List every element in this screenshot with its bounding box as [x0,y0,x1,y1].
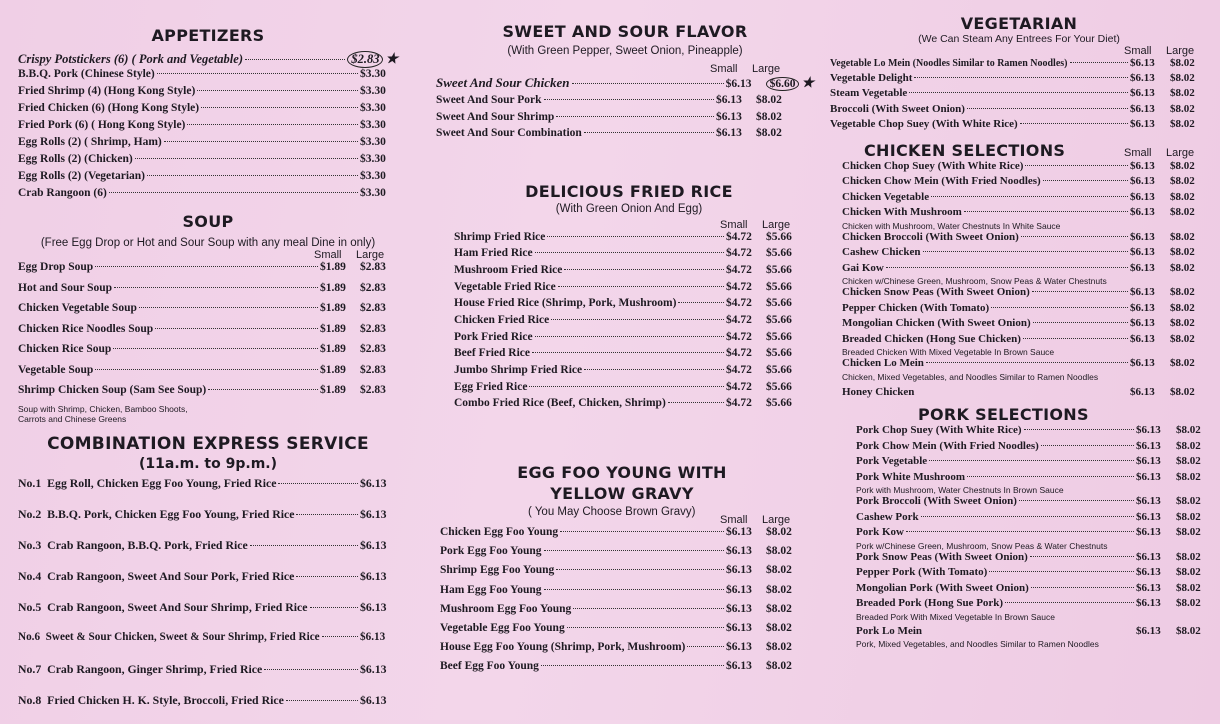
item-note: Chicken w/Chinese Green, Mushroom, Snow Peas & Water Chestnuts [842,276,1107,287]
item-price-small: $6.13 [1136,470,1161,483]
menu-column-middle [436,22,814,680]
menu-item: Mushroom Fried Rice $4.72 $5.66 [454,264,804,281]
appetizers-section [18,26,398,204]
item-price-large: $8.02 [1170,87,1195,100]
menu-item: Chicken Egg Foo Young $6.13 $8.02 [440,526,804,545]
size-header: Small Large [1124,146,1195,159]
item-price-large: $8.02 [1170,57,1195,69]
item-price-small: $6.13 [726,545,752,558]
chicken-header [842,141,1208,160]
item-price: $6.13 [360,599,387,614]
combo-item: No.7 Crab Rangoon, Ginger Shrimp, Fried Rice $6.13 [18,662,398,693]
combo-subtitle: (11a.m. to 9p.m.) [139,455,277,472]
combo-item: No.2 B.B.Q. Pork, Chicken Egg Foo Young, Fried Rice $6.13 [18,507,398,538]
item-price-large: $5.66 [766,364,792,376]
item-price: $6.13 [360,537,387,552]
item-price-small: $4.72 [726,330,752,343]
item-price-large: $8.02 [1176,455,1201,468]
item-price-large: $8.02 [1170,206,1195,219]
item-price-large: $8.02 [1176,550,1201,563]
item-price-large: $8.02 [1170,286,1195,299]
menu-item: Pork Fried Rice $4.72 $5.66 [454,331,804,348]
menu-item: Chicken Chow Mein (With Fried Noodles) $6.13 $8.02 [842,175,1208,191]
menu-item: Chicken Rice Soup $1.89 $2.83 [18,343,398,364]
menu-item: Beef Fried Rice $4.72 $5.66 [454,347,804,364]
item-price: $6.13 [360,568,387,583]
item-price-small: $4.72 [726,230,752,243]
egg-foo-young-title: EGG FOO YOUNG WITH YELLOW GRAVY [517,463,727,504]
item-price-small: $6.13 [1136,455,1161,468]
item-note: Breaded Pork With Mixed Vegetable In Brown Sauce [856,611,1055,622]
menu-item: Sweet And Sour Pork $6.13 $8.02 [436,94,814,111]
item-price-large: $8.02 [1170,385,1195,398]
item-price: $3.30 [360,170,386,182]
combo-title: COMBINATION EXPRESS SERVICE [47,433,369,454]
menu-item: House Fried Rice (Shrimp, Pork, Mushroom) $4.72 $5.66 [454,297,804,314]
sweet-sour-section [436,22,814,144]
item-price-large: $5.66 [766,397,792,410]
item-price-large: $8.02 [1170,246,1195,259]
item-price: $3.30 [360,136,386,148]
item-price-small: $6.13 [726,660,752,673]
item-price-large: $2.83 [360,302,386,314]
star-icon: ★ [801,76,814,91]
item-price-small: $4.72 [726,364,752,376]
size-header: Small Large [314,249,385,261]
item-price-large: $8.02 [1170,301,1195,314]
item-price-large: $8.02 [766,602,792,615]
menu-item: Mongolian Pork (With Sweet Onion) $6.13 $8.02 [856,582,1214,598]
menu-item: Chicken Vegetable $6.13 $8.02 [842,191,1208,207]
item-price-large: $8.02 [756,127,782,139]
menu-item: Chicken Lo Mein $6.13 $8.02 [842,357,1208,373]
item-price-small: $4.72 [726,297,752,310]
menu-item: Pork Broccoli (With Sweet Onion) $6.13 $8.02 [856,495,1214,511]
item-price-small: $6.13 [1136,566,1161,579]
menu-item: Honey Chicken $6.13 $8.02 [842,386,1208,402]
soup-subtitle: (Free Egg Drop or Hot and Sour Soup with any meal Dine in only) [40,237,376,249]
item-price-small: $6.13 [1130,175,1155,188]
item-price-small: $6.13 [725,78,752,90]
item-price-large: $8.02 [1170,230,1195,243]
menu-item: Fried Chicken (6) (Hong Kong Style) $3.30 [18,102,398,119]
menu-item: Chicken Fried Rice $4.72 $5.66 [454,314,804,331]
soup-title: SOUP [182,212,234,231]
item-price-large: $8.02 [766,583,792,596]
menu-item: Broccoli (With Sweet Onion) $6.13 $8.02 [830,103,1208,118]
menu-item: Pork Chop Suey (With White Rice) $6.13 $8.02 [856,424,1214,440]
item-price: $2.83 [347,51,383,68]
item-price: $3.30 [360,187,386,199]
item-price-small: $6.13 [1136,597,1161,610]
menu-item: Pork White Mushroom $6.13 $8.02 [856,471,1214,487]
item-price-small: $6.13 [1130,102,1155,115]
menu-item: Combo Fried Rice (Beef, Chicken, Shrimp) $4.72 $5.66 [454,397,804,414]
menu-item: Chicken Snow Peas (With Sweet Onion) $6.13 $8.02 [842,286,1208,302]
combo-item: No.3 Crab Rangoon, B.B.Q. Pork, Fried Rice $6.13 [18,538,398,569]
item-price-small: $4.72 [726,380,752,393]
menu-item: Ham Egg Foo Young $6.13 $8.02 [440,584,804,603]
menu-item: Egg Fried Rice $4.72 $5.66 [454,381,804,398]
size-header: Small Large [720,514,791,527]
item-price: $6.13 [360,506,387,521]
item-price-large: $8.02 [756,94,782,106]
item-price-small: $4.72 [726,313,752,326]
item-price-small: $4.72 [726,280,752,293]
menu-item: House Egg Foo Young (Shrimp, Pork, Mushroom) $6.13 $8.02 [440,641,804,660]
menu-item: Vegetable Fried Rice $4.72 $5.66 [454,281,804,298]
menu-item: Crab Rangoon (6) $3.30 [18,187,398,204]
item-price-large: $5.66 [766,230,792,243]
item-price-small: $4.72 [726,247,752,260]
menu-item: Pepper Chicken (With Tomato) $6.13 $8.02 [842,302,1208,318]
menu-item: Breaded Chicken (Hong Sue Chicken) $6.13 $8.02 [842,333,1208,349]
item-price-small: $6.13 [1130,385,1155,398]
item-price-small: $1.89 [320,261,346,273]
menu-item: Chicken Chop Suey (With White Rice) $6.13 $8.02 [842,160,1208,176]
menu-item: Jumbo Shrimp Fried Rice $4.72 $5.66 [454,364,804,381]
item-price-small: $6.13 [716,127,742,139]
menu-item: Sweet And Sour Shrimp $6.13 $8.02 [436,111,814,128]
item-price-small: $6.13 [726,641,752,654]
item-price-small: $6.13 [1130,286,1155,299]
item-price-large: $8.02 [1176,495,1201,508]
menu-item: Vegetable Soup $1.89 $2.83 [18,364,398,385]
item-price-large: $5.66 [766,380,792,393]
menu-item: Egg Rolls (2) (Chicken) $3.30 [18,153,398,170]
menu-item: Pork Kow $6.13 $8.02 [856,526,1214,542]
item-price-small: $1.89 [320,363,346,376]
item-note: Soup with Shrimp, Chicken, Bamboo Shoots, Carrots and Chinese Greens [18,403,188,424]
item-price-large: $5.66 [766,280,792,293]
menu-item: Mongolian Chicken (With Sweet Onion) $6.13 $8.02 [842,317,1208,333]
menu-item: Chicken With Mushroom $6.13 $8.02 [842,206,1208,222]
item-note: Chicken with Mushroom, Water Chestnuts In White Sauce [842,220,1061,231]
item-price-large: $8.02 [1170,190,1195,203]
item-price-small: $4.72 [726,397,752,410]
item-price: $3.30 [360,68,386,80]
item-price-small: $4.72 [726,263,752,276]
item-price-large: $2.83 [360,343,386,355]
menu-item: Hot and Sour Soup $1.89 $2.83 [18,282,398,303]
menu-item: Breaded Pork (Hong Sue Pork) $6.13 $8.02 [856,597,1214,613]
item-price-large: $8.02 [1170,261,1195,274]
item-price-large: $8.02 [1176,526,1201,539]
vegetarian-title: VEGETARIAN [960,14,1078,33]
fried-rice-subtitle: (With Green Onion And Egg) [555,202,703,215]
item-price-small: $6.13 [1130,57,1155,69]
item-price-small: $6.13 [1130,301,1155,314]
menu-item: Vegetable Egg Foo Young $6.13 $8.02 [440,622,804,641]
item-price-small: $6.13 [726,622,752,634]
fried-rice-title: DELICIOUS FRIED RICE [525,181,733,201]
item-price-large: $8.02 [1176,597,1201,610]
pork-section [830,405,1220,649]
item-price-small: $6.13 [1130,357,1155,370]
item-price-large: $8.02 [1176,624,1201,637]
item-note: Pork, Mixed Vegetables, and Noodles Similar to Ramen Noodles [856,639,1099,650]
item-note: Pork with Mushroom, Water Chestnuts In Brown Sauce [856,485,1064,496]
menu-column-left [18,26,398,724]
item-price-large: $8.02 [1170,72,1195,85]
item-price-large: $8.02 [766,564,792,577]
chicken-section [830,141,1220,402]
item-price-small: $1.89 [320,281,346,294]
menu-item: Egg Rolls (2) ( Shrimp, Ham) $3.30 [18,136,398,153]
chicken-title: CHICKEN SELECTIONS [864,140,1066,160]
menu-item: Fried Pork (6) ( Hong Kong Style) $3.30 [18,119,398,136]
item-note: Breaded Chicken With Mixed Vegetable In Brown Sauce [842,347,1055,358]
item-price-large: $8.02 [766,545,792,558]
item-price-small: $6.13 [1130,190,1155,203]
item-price-small: $6.13 [1136,581,1161,594]
menu-item: Cashew Chicken $6.13 $8.02 [842,246,1208,262]
pork-title: PORK SELECTIONS [918,405,1089,425]
item-price-small: $6.13 [726,526,752,539]
item-price-large: $8.02 [1176,581,1201,594]
item-price: $3.30 [360,102,386,114]
item-price-large: $2.83 [360,281,386,294]
item-price-large: $8.02 [1176,439,1201,452]
item-price-small: $6.13 [1136,424,1161,437]
menu-item: Pork Vegetable $6.13 $8.02 [856,455,1214,471]
item-price-large: $8.02 [1170,357,1195,370]
combo-item: No.8 Fried Chicken H. K. Style, Broccoli, Fried Rice $6.13 [18,693,398,724]
item-price: $3.30 [360,85,386,97]
item-price-small: $6.13 [1136,495,1161,508]
size-header: Small Large [710,63,781,75]
item-price-small: $6.13 [1130,317,1155,330]
item-price: $6.13 [360,630,386,643]
item-price-small: $6.13 [1136,526,1161,539]
menu-item: Pork Chow Mein (With Fried Noodles) $6.13 $8.02 [856,440,1214,456]
item-price-large: $8.02 [1170,102,1195,115]
vegetarian-section [830,14,1220,133]
item-price-large: $2.83 [360,322,386,335]
menu-item: Fried Shrimp (4) (Hong Kong Style) $3.30 [18,85,398,102]
item-price-large: $2.83 [360,363,386,376]
item-price: $3.30 [360,153,386,165]
item-price-large: $8.02 [1176,510,1201,523]
menu-item: Chicken Vegetable Soup $1.89 $2.83 [18,302,398,323]
item-price-small: $6.13 [716,110,742,123]
size-header: Small Large [1124,45,1195,57]
item-price-large: $5.66 [766,313,792,326]
menu-item: Pork Egg Foo Young $6.13 $8.02 [440,545,804,564]
menu-item: Pepper Pork (With Tomato) $6.13 $8.02 [856,566,1214,582]
menu-item: Chicken Broccoli (With Sweet Onion) $6.13 $8.02 [842,231,1208,247]
item-price-large: $5.66 [766,330,792,343]
menu-item: Cashew Pork $6.13 $8.02 [856,511,1214,527]
item-price-large: $8.02 [766,641,792,654]
menu-item: B.B.Q. Pork (Chinese Style) $3.30 [18,68,398,85]
item-price-small: $6.13 [726,602,752,615]
item-price-large: $5.66 [766,347,792,360]
item-price-large: $8.02 [766,526,792,539]
item-price-large: $6.60 [766,77,800,91]
combo-item: No.5 Crab Rangoon, Sweet And Sour Shrimp, Fried Rice $6.13 [18,600,398,631]
item-price-small: $6.13 [1136,439,1161,452]
appetizers-title: APPETIZERS [151,26,265,45]
menu-column-right [830,14,1220,649]
sweet-sour-title: SWEET AND SOUR FLAVOR [502,22,748,41]
item-price-small: $6.13 [1136,550,1161,563]
item-price-small: $6.13 [726,564,752,577]
combo-section [18,434,398,724]
star-icon: ★ [385,52,398,67]
item-price-small: $6.13 [1136,510,1161,523]
menu-item: Crispy Potstickers (6) ( Pork and Vegetable) $2.83 ★ [18,52,398,67]
item-price-large: $8.02 [1170,117,1195,130]
item-price-large: $5.66 [766,247,792,260]
item-price-small: $6.13 [716,94,742,106]
menu-item: Egg Drop Soup $1.89 $2.83 [18,261,398,282]
menu-item: Shrimp Chicken Soup (Sam See Soup) $1.89 $2.83 [18,384,398,405]
item-price-large: $8.02 [1170,317,1195,330]
menu-item: Vegetable Lo Mein (Noodles Similar to Ramen Noodles) $6.13 $8.02 [830,57,1208,72]
item-price-large: $8.02 [1170,159,1195,172]
item-price-large: $8.02 [766,622,792,634]
item-price-small: $6.13 [1130,72,1155,85]
item-price: $6.13 [360,692,387,707]
item-price-small: $6.13 [1130,230,1155,243]
egg-foo-young-subtitle: ( You May Choose Brown Gravy) [528,506,696,519]
menu-item: Beef Egg Foo Young $6.13 $8.02 [440,660,804,679]
menu-item: Pork Lo Mein $6.13 $8.02 [856,625,1214,641]
item-note: Chicken, Mixed Vegetables, and Noodles Similar to Ramen Noodles [842,371,1099,382]
item-price-large: $8.02 [766,660,792,673]
menu-item: Vegetable Delight $6.13 $8.02 [830,72,1208,87]
item-price-large: $2.83 [360,384,386,396]
item-price-small: $6.13 [1136,624,1161,637]
item-price-large: $8.02 [1176,424,1201,437]
item-price-small: $6.13 [1130,261,1155,274]
item-price-small: $4.72 [726,347,752,360]
sweet-sour-subtitle: (With Green Pepper, Sweet Onion, Pineapple) [507,45,743,57]
menu-item: Gai Kow $6.13 $8.02 [842,262,1208,278]
item-price-large: $8.02 [1170,175,1195,188]
item-price-small: $1.89 [320,384,346,396]
item-price-large: $8.02 [1170,332,1195,345]
item-price-small: $1.89 [320,302,346,314]
item-price-small: $6.13 [1130,117,1155,130]
menu-item: Sweet And Sour Chicken $6.13 $6.60 ★ [436,75,814,91]
item-price-small: $6.13 [1130,87,1155,100]
item-price-small: $6.13 [1130,159,1155,172]
menu-item: Vegetable Chop Suey (With White Rice) $6.13 $8.02 [830,118,1208,133]
item-price-large: $2.83 [360,261,386,273]
item-price-small: $6.13 [1130,206,1155,219]
item-price-small: $1.89 [320,343,346,355]
vegetarian-subtitle: (We Can Steam Any Entrees For Your Diet) [918,33,1120,45]
item-price-small: $6.13 [726,583,752,596]
menu-item: Pork Snow Peas (With Sweet Onion) $6.13 $8.02 [856,551,1214,567]
menu-item: Ham Fried Rice $4.72 $5.66 [454,247,804,264]
item-note: Pork w/Chinese Green, Mushroom, Snow Peas & Water Chestnuts [856,540,1108,551]
menu-item: Mushroom Egg Foo Young $6.13 $8.02 [440,603,804,622]
item-price-small: $6.13 [1130,246,1155,259]
item-price-large: $8.02 [1176,566,1201,579]
soup-section [18,212,398,424]
item-price: $3.30 [360,119,386,131]
item-price-large: $8.02 [756,110,782,123]
item-price-large: $5.66 [766,297,792,310]
size-header: Small Large [720,218,791,231]
fried-rice-section [436,182,814,415]
item-price-small: $6.13 [1130,332,1155,345]
combo-item: No.4 Crab Rangoon, Sweet And Sour Pork, Fried Rice $6.13 [18,569,398,600]
menu-item: Shrimp Egg Foo Young $6.13 $8.02 [440,564,804,583]
combo-item: No.1 Egg Roll, Chicken Egg Foo Young, Fried Rice $6.13 [18,476,398,507]
item-price: $6.13 [360,475,387,490]
menu-item: Sweet And Sour Combination $6.13 $8.02 [436,127,814,144]
item-price: $6.13 [360,661,387,676]
menu-item: Shrimp Fried Rice $4.72 $5.66 [454,231,804,248]
menu-item: Steam Vegetable $6.13 $8.02 [830,87,1208,102]
menu-item: Chicken Rice Noodles Soup $1.89 $2.83 [18,323,398,344]
combo-item: No.6 Sweet & Sour Chicken, Sweet & Sour Shrimp, Fried Rice $6.13 [18,631,398,662]
egg-foo-young-section [436,462,814,680]
item-price-large: $5.66 [766,263,792,276]
item-price-small: $1.89 [320,322,346,335]
menu-item: Egg Rolls (2) (Vegetarian) $3.30 [18,170,398,187]
item-price-large: $8.02 [1176,470,1201,483]
